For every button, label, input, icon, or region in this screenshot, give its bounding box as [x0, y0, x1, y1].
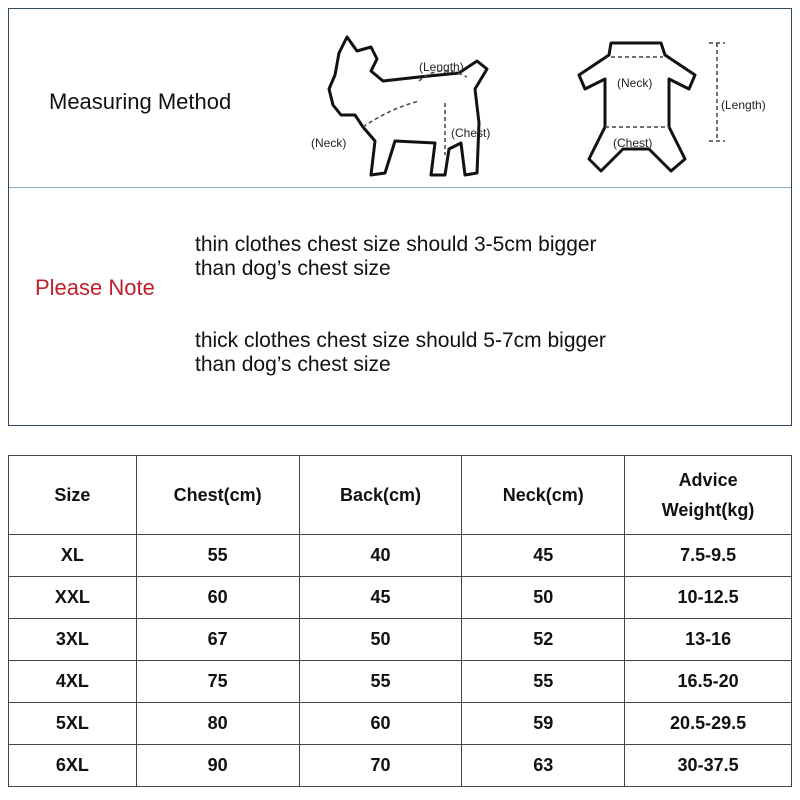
table-row — [9, 535, 792, 577]
measuring-method-title: Measuring Method — [49, 89, 232, 114]
side-length-label: (Length) — [419, 60, 464, 74]
header-chest: Chest(cm) — [136, 456, 299, 535]
section-divider — [9, 187, 791, 188]
side-neck-label: (Neck) — [311, 136, 347, 150]
neck-measure-line — [363, 101, 419, 127]
cell-neck: 59 — [462, 703, 625, 745]
garment-top-view-diagram — [569, 31, 789, 181]
top-chest-label: (Chest) — [613, 136, 653, 150]
side-chest-label: (Chest) — [451, 126, 491, 140]
cell-size: 6XL — [9, 745, 137, 787]
please-note-title: Please Note — [35, 275, 155, 300]
header-weight — [625, 456, 792, 535]
thin-clothes-note — [195, 233, 597, 281]
cell-size: 3XL — [9, 619, 137, 661]
table-row — [9, 577, 792, 619]
header-neck: Neck(cm) — [462, 456, 625, 535]
cell-neck: 63 — [462, 745, 625, 787]
table-row — [9, 745, 792, 787]
table-row — [9, 703, 792, 745]
thin-note-line2: than dog’s chest size — [195, 257, 391, 280]
top-length-label: (Length) — [721, 98, 766, 112]
cell-chest: 75 — [136, 661, 299, 703]
thick-note-line1: thick clothes chest size should 5-7cm bigger — [195, 329, 606, 352]
cell-neck: 55 — [462, 661, 625, 703]
table-row — [9, 661, 792, 703]
cell-weight: 13-16 — [625, 619, 792, 661]
header-size: Size — [9, 456, 137, 535]
thin-note-line1: thin clothes chest size should 3-5cm bigger — [195, 233, 597, 256]
header-weight-line1: Advice — [678, 470, 738, 490]
table-row — [9, 619, 792, 661]
cell-chest: 90 — [136, 745, 299, 787]
cell-chest: 60 — [136, 577, 299, 619]
cell-weight: 30-37.5 — [625, 745, 792, 787]
cell-size: 5XL — [9, 703, 137, 745]
table-header-row — [9, 456, 792, 535]
thick-note-line2: than dog’s chest size — [195, 353, 391, 376]
cell-chest: 67 — [136, 619, 299, 661]
cell-size: XL — [9, 535, 137, 577]
cell-weight: 20.5-29.5 — [625, 703, 792, 745]
cell-neck: 50 — [462, 577, 625, 619]
cell-back: 60 — [299, 703, 462, 745]
cell-neck: 52 — [462, 619, 625, 661]
cell-weight: 7.5-9.5 — [625, 535, 792, 577]
header-back: Back(cm) — [299, 456, 462, 535]
cell-weight: 16.5-20 — [625, 661, 792, 703]
top-neck-label: (Neck) — [617, 76, 653, 90]
thick-clothes-note — [195, 329, 606, 377]
cell-weight: 10-12.5 — [625, 577, 792, 619]
size-chart-table — [8, 455, 792, 787]
cell-back: 50 — [299, 619, 462, 661]
cell-back: 70 — [299, 745, 462, 787]
dog-side-outline — [329, 37, 487, 175]
dog-side-view-diagram — [299, 23, 519, 193]
cell-chest: 80 — [136, 703, 299, 745]
cell-back: 55 — [299, 661, 462, 703]
cell-back: 40 — [299, 535, 462, 577]
info-panel — [8, 8, 792, 426]
cell-neck: 45 — [462, 535, 625, 577]
cell-back: 45 — [299, 577, 462, 619]
length-dim-line — [709, 43, 725, 141]
cell-size: XXL — [9, 577, 137, 619]
cell-size: 4XL — [9, 661, 137, 703]
cell-chest: 55 — [136, 535, 299, 577]
header-weight-line2: Weight(kg) — [661, 500, 755, 520]
garment-outline — [579, 43, 695, 171]
